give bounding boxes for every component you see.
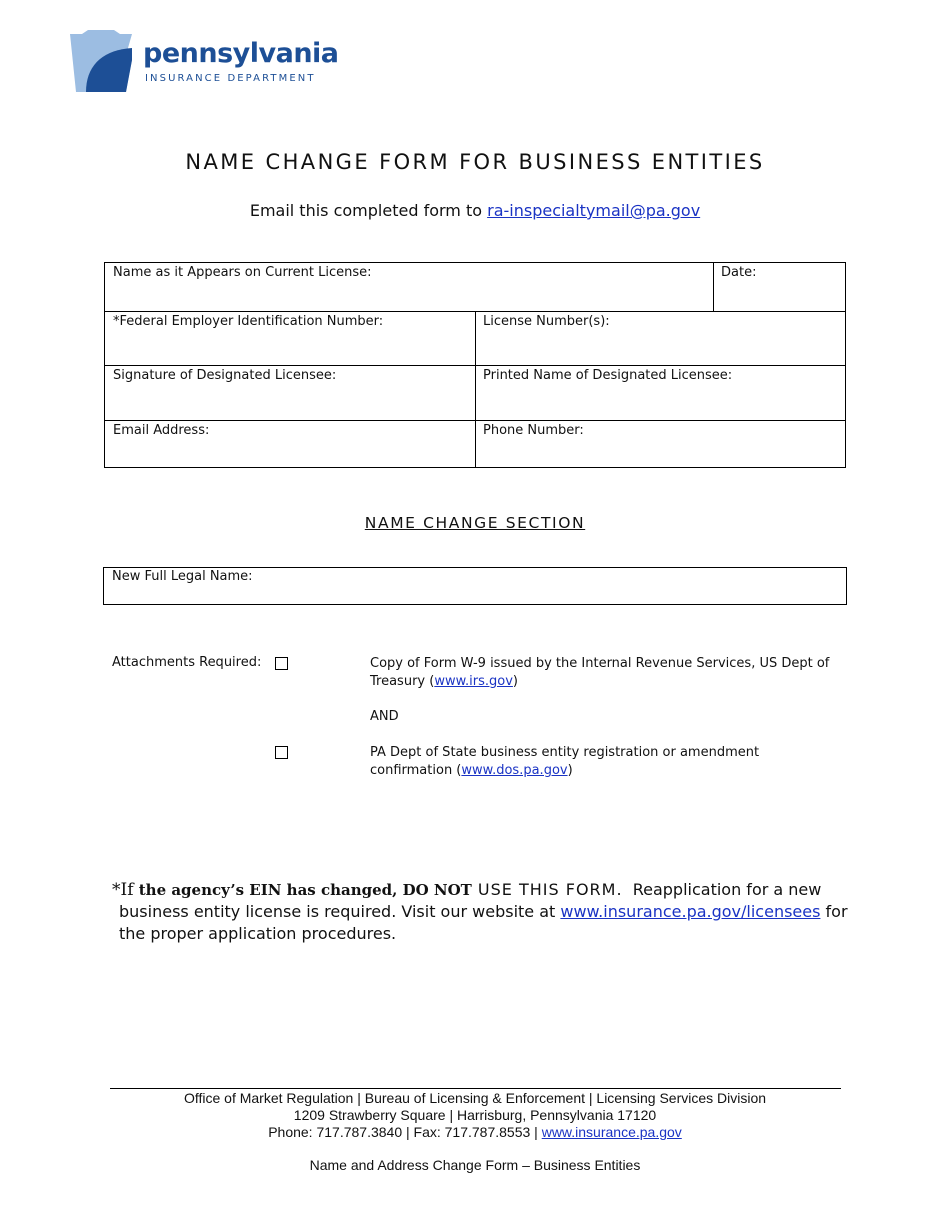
attachments-label: Attachments Required: xyxy=(112,655,262,670)
dos-attachment-checkbox[interactable] xyxy=(275,746,288,759)
licensees-link[interactable]: www.insurance.pa.gov/licensees xyxy=(560,902,821,921)
irs-link[interactable]: www.irs.gov xyxy=(434,674,513,689)
w9-text: Copy of Form W-9 issued by the Internal Revenue Services, US Dept of Treasury ( xyxy=(370,656,830,689)
note-caps: USE THIS FORM. xyxy=(471,880,623,899)
w9-attachment-text xyxy=(370,655,840,691)
table-divider xyxy=(713,263,714,311)
fein-field[interactable]: *Federal Employer Identification Number: xyxy=(113,314,384,329)
w9-attachment-checkbox[interactable] xyxy=(275,657,288,670)
section-title-text: NAME CHANGE SECTION xyxy=(364,514,586,532)
email-instruction-prefix: Email this completed form to xyxy=(249,201,483,220)
license-numbers-field[interactable]: License Number(s): xyxy=(483,314,610,329)
note-rest-1: Reapplication for a new xyxy=(622,880,822,899)
ein-note-line-2 xyxy=(112,901,852,923)
phone-number-field[interactable]: Phone Number: xyxy=(483,423,584,438)
dos-suffix: ) xyxy=(567,763,573,778)
ein-note-line-3: the proper application procedures. xyxy=(119,924,397,943)
dos-link[interactable]: www.dos.pa.gov xyxy=(461,763,568,778)
licensee-info-table xyxy=(104,262,846,468)
dos-text: PA Dept of State business entity registration or amendment confirmation ( xyxy=(370,745,760,778)
ein-note xyxy=(112,879,852,945)
footer-office: Office of Market Regulation | Bureau of Licensing & Enforcement | Licensing Services Division xyxy=(183,1090,767,1106)
email-instruction xyxy=(0,201,950,220)
footer-address: 1209 Strawberry Square | Harrisburg, Pennsylvania 17120 xyxy=(293,1107,657,1123)
footer-form-name: Name and Address Change Form – Business Entities xyxy=(309,1157,641,1173)
insurance-website-link[interactable]: www.insurance.pa.gov xyxy=(541,1124,682,1140)
table-divider xyxy=(475,311,476,467)
ein-note-line-1 xyxy=(112,879,852,901)
footer-phone-fax: Phone: 717.787.3840 | Fax: 717.787.8553 | xyxy=(268,1124,542,1140)
w9-suffix: ) xyxy=(512,674,518,689)
dos-attachment-text xyxy=(370,744,840,780)
keystone-logo-icon xyxy=(68,30,134,92)
footer-divider xyxy=(110,1088,841,1089)
note-bold: the agency’s EIN has changed, DO NOT xyxy=(133,881,472,899)
email-address-field[interactable]: Email Address: xyxy=(113,423,210,438)
attachments-conjunction: AND xyxy=(370,709,399,724)
name-change-section-title xyxy=(0,514,950,532)
note-rest-3: for xyxy=(820,902,848,921)
date-field[interactable]: Date: xyxy=(721,265,757,280)
form-title: NAME CHANGE FORM FOR BUSINESS ENTITIES xyxy=(185,150,765,174)
signature-field[interactable]: Signature of Designated Licensee: xyxy=(113,368,337,383)
current-license-name-field[interactable]: Name as it Appears on Current License: xyxy=(113,265,372,280)
submission-email-link[interactable]: ra-inspecialtymail@pa.gov xyxy=(487,201,701,220)
printed-name-field[interactable]: Printed Name of Designated Licensee: xyxy=(483,368,733,383)
note-star: *If xyxy=(112,880,134,900)
brand-name: pennsylvania xyxy=(143,38,339,69)
note-rest-2: business entity license is required. Visit our website at xyxy=(119,902,561,921)
new-legal-name-label: New Full Legal Name: xyxy=(112,569,253,584)
brand-subtitle: INSURANCE DEPARTMENT xyxy=(145,73,316,84)
footer-contact xyxy=(0,1124,950,1140)
